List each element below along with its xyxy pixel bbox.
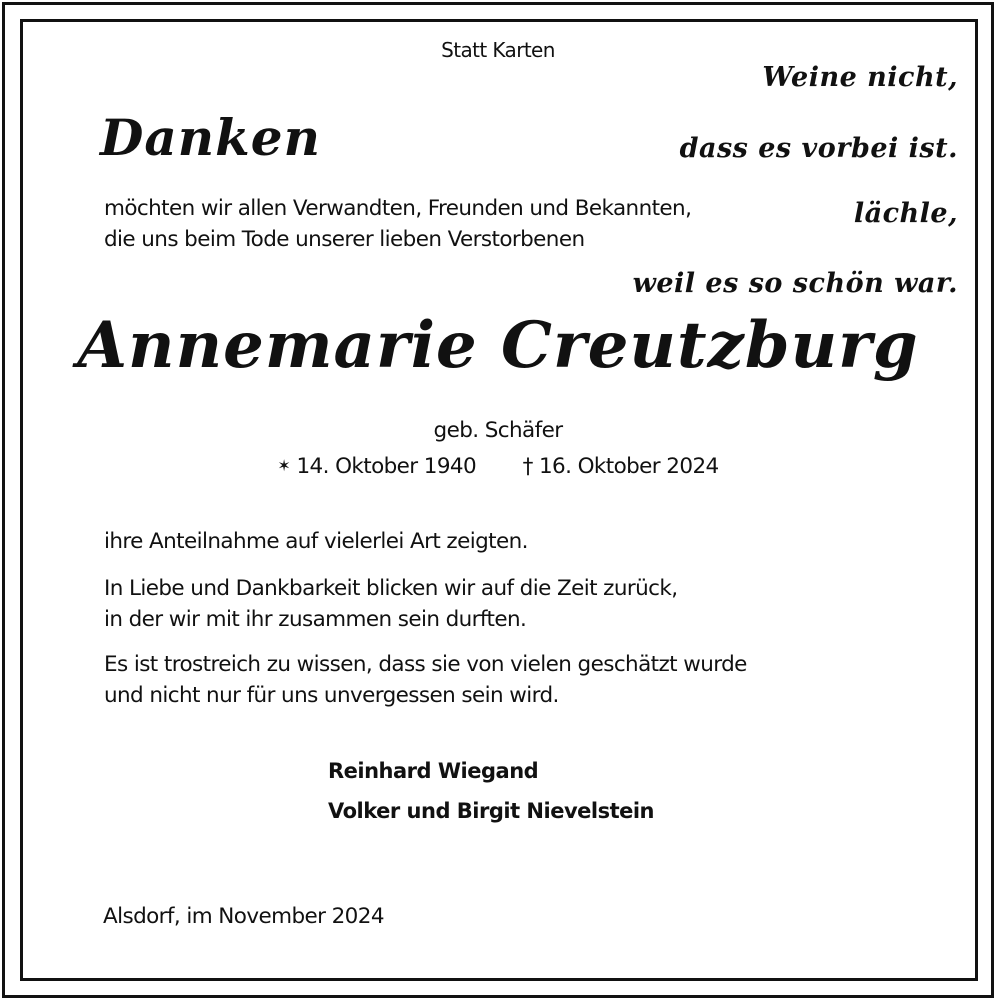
body-line: und nicht nur für uns unvergessen sein wird.: [104, 683, 559, 708]
body-line: Es ist trostreich zu wissen, dass sie von vielen geschätzt wurde: [104, 652, 747, 677]
body-line: in der wir mit ihr zusammen sein durften.: [104, 607, 527, 632]
signer-1: Reinhard Wiegand: [328, 759, 539, 783]
life-dates: [0, 454, 996, 479]
intro-line: möchten wir allen Verwandten, Freunden und Bekannten,: [104, 196, 692, 221]
poem-line-3: lächle,: [853, 198, 958, 229]
poem-line-2: dass es vorbei ist.: [679, 133, 958, 164]
body-line: In Liebe und Dankbarkeit blicken wir auf die Zeit zurück,: [104, 576, 678, 601]
body-paragraph-1: [104, 526, 528, 557]
poem-line-1: Weine nicht,: [762, 62, 958, 93]
place-date: Alsdorf, im November 2024: [103, 904, 384, 929]
heading-danken: Danken: [100, 108, 321, 167]
deceased-name: Annemarie Creutzburg: [77, 308, 919, 383]
body-line: ihre Anteilnahme auf vielerlei Art zeigten.: [104, 529, 528, 554]
birth-star-icon: ✶: [277, 456, 291, 475]
death-date: 16. Oktober 2024: [538, 454, 719, 479]
intro-text: [104, 193, 691, 255]
intro-line: die uns beim Tode unserer lieben Verstorbenen: [104, 227, 585, 252]
body-paragraph-2: [104, 573, 677, 635]
header-statt-karten: Statt Karten: [441, 38, 555, 62]
birth-date: 14. Oktober 1940: [296, 454, 477, 479]
signer-2: Volker und Birgit Nievelstein: [328, 799, 655, 823]
body-paragraph-3: [104, 649, 747, 711]
death-cross-icon: †: [522, 454, 533, 479]
poem-line-4: weil es so schön war.: [632, 268, 958, 299]
maiden-name: geb. Schäfer: [433, 418, 563, 443]
